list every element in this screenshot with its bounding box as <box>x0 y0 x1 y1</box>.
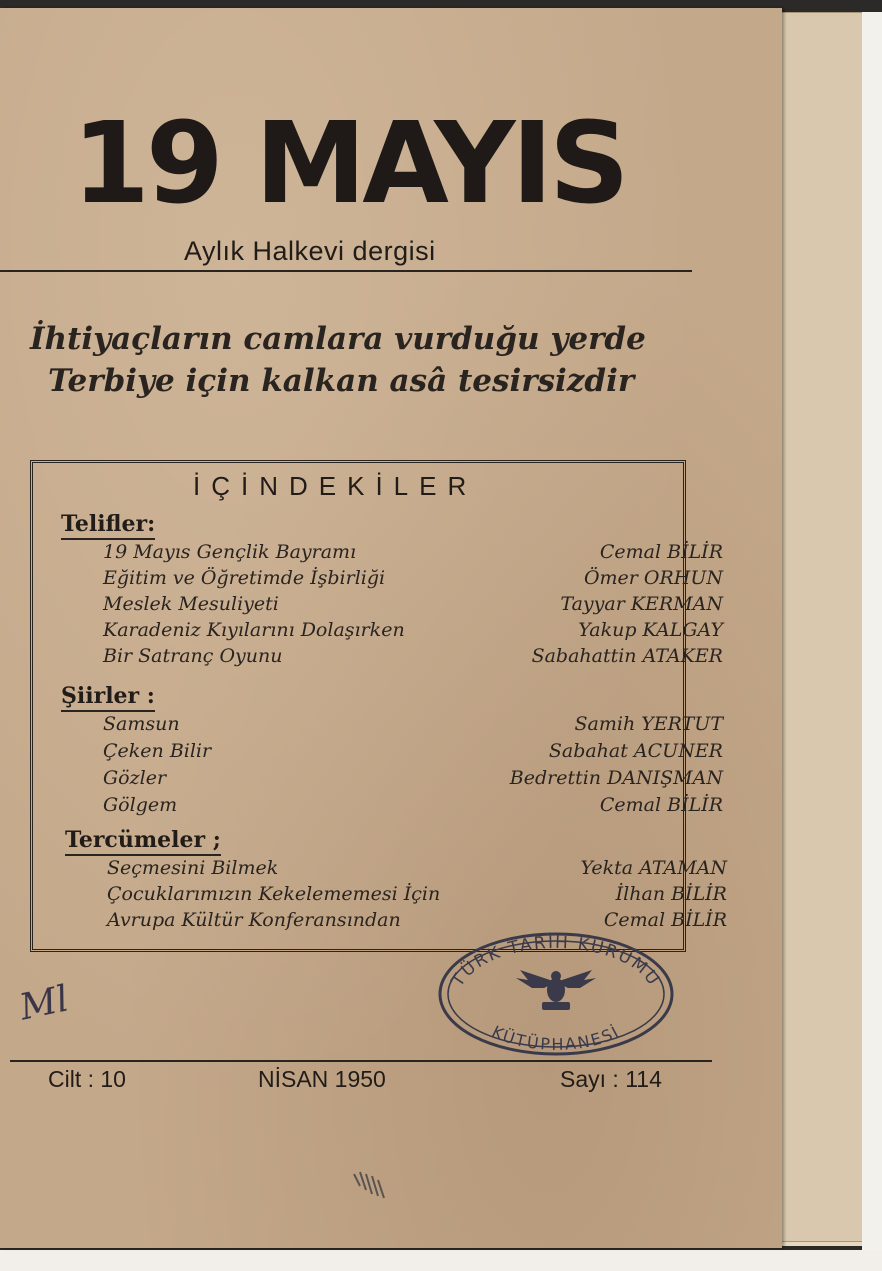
magazine-cover <box>0 8 782 1248</box>
entry-author: Samih YERTUT <box>574 713 723 735</box>
toc-entry <box>103 541 723 569</box>
toc-entry <box>103 740 723 768</box>
entry-title: Samsun <box>103 713 180 735</box>
entry-title: Çeken Bilir <box>103 740 212 762</box>
entry-title: Avrupa Kültür Konferansından <box>107 909 401 931</box>
issue-date: NİSAN 1950 <box>258 1066 386 1092</box>
entry-title: Karadeniz Kıyılarını Dolaşırken <box>103 619 405 641</box>
toc-entry <box>107 857 727 885</box>
entry-author: Ömer ORHUN <box>583 567 723 589</box>
masthead-rule <box>0 270 692 272</box>
entry-author: Cemal BİLİR <box>599 794 723 816</box>
stamp-top-text: TÜRK TARİH KURUMU <box>447 932 664 991</box>
library-stamp <box>436 930 676 1058</box>
toc-entry <box>103 767 723 795</box>
motto-line-2: Terbiye için kalkan asâ tesirsizdir <box>48 363 635 399</box>
toc-entry <box>103 593 723 621</box>
toc-entry <box>103 619 723 647</box>
section-heading-siirler: Şiirler : <box>61 683 155 712</box>
entry-author: Yakup KALGAY <box>578 619 723 641</box>
section-heading-telifler: Telifler: <box>61 511 155 540</box>
issue-number: Sayı : 114 <box>560 1066 662 1092</box>
entry-title: Bir Satranç Oyunu <box>103 645 283 667</box>
motto-line-1: İhtiyaçların camlara vurduğu yerde <box>30 321 646 357</box>
toc-entry <box>103 645 723 673</box>
scan-margin-right <box>862 12 882 1271</box>
entry-title: Seçmesini Bilmek <box>107 857 279 879</box>
scan-margin-bottom <box>0 1250 882 1271</box>
entry-author: Bedrettin DANIŞMAN <box>509 767 723 789</box>
pencil-mark-icon <box>350 1168 394 1204</box>
toc-entry <box>103 567 723 595</box>
entry-title: Meslek Mesuliyeti <box>103 593 279 615</box>
footer-rule <box>10 1060 712 1062</box>
magazine-subtitle: Aylık Halkevi dergisi <box>184 236 436 266</box>
entry-title: Gölgem <box>103 794 178 816</box>
entry-author: Sabahattin ATAKER <box>531 645 723 667</box>
entry-author: Cemal BİLİR <box>599 541 723 563</box>
entry-author: Sabahat ACUNER <box>548 740 723 762</box>
entry-author: İlhan BİLİR <box>615 883 727 905</box>
entry-author: Tayyar KERMAN <box>560 593 723 615</box>
magazine-title: 19 MAYIS <box>72 99 626 229</box>
handwritten-note: Ml <box>16 978 73 1029</box>
entry-author: Cemal BİLİR <box>603 909 727 931</box>
motto <box>30 318 710 402</box>
toc-entry <box>103 713 723 741</box>
entry-title: Gözler <box>103 767 167 789</box>
stamp-bottom-text: KÜTÜPHANESİ <box>489 1021 624 1054</box>
entry-title: Eğitim ve Öğretimde İşbirliği <box>103 567 386 589</box>
entry-author: Yekta ATAMAN <box>580 857 727 879</box>
entry-title: 19 Mayıs Gençlik Bayramı <box>103 541 357 563</box>
toc-entry <box>107 883 727 911</box>
volume-number: Cilt : 10 <box>48 1066 126 1092</box>
entry-title: Çocuklarımızın Kekelememesi İçin <box>107 883 441 905</box>
toc-heading: İÇİNDEKİLER <box>193 471 478 501</box>
section-heading-tercumeler: Tercümeler ; <box>65 827 221 856</box>
eagle-emblem-icon <box>516 970 596 1010</box>
toc-entry <box>103 794 723 822</box>
table-of-contents <box>30 460 727 952</box>
